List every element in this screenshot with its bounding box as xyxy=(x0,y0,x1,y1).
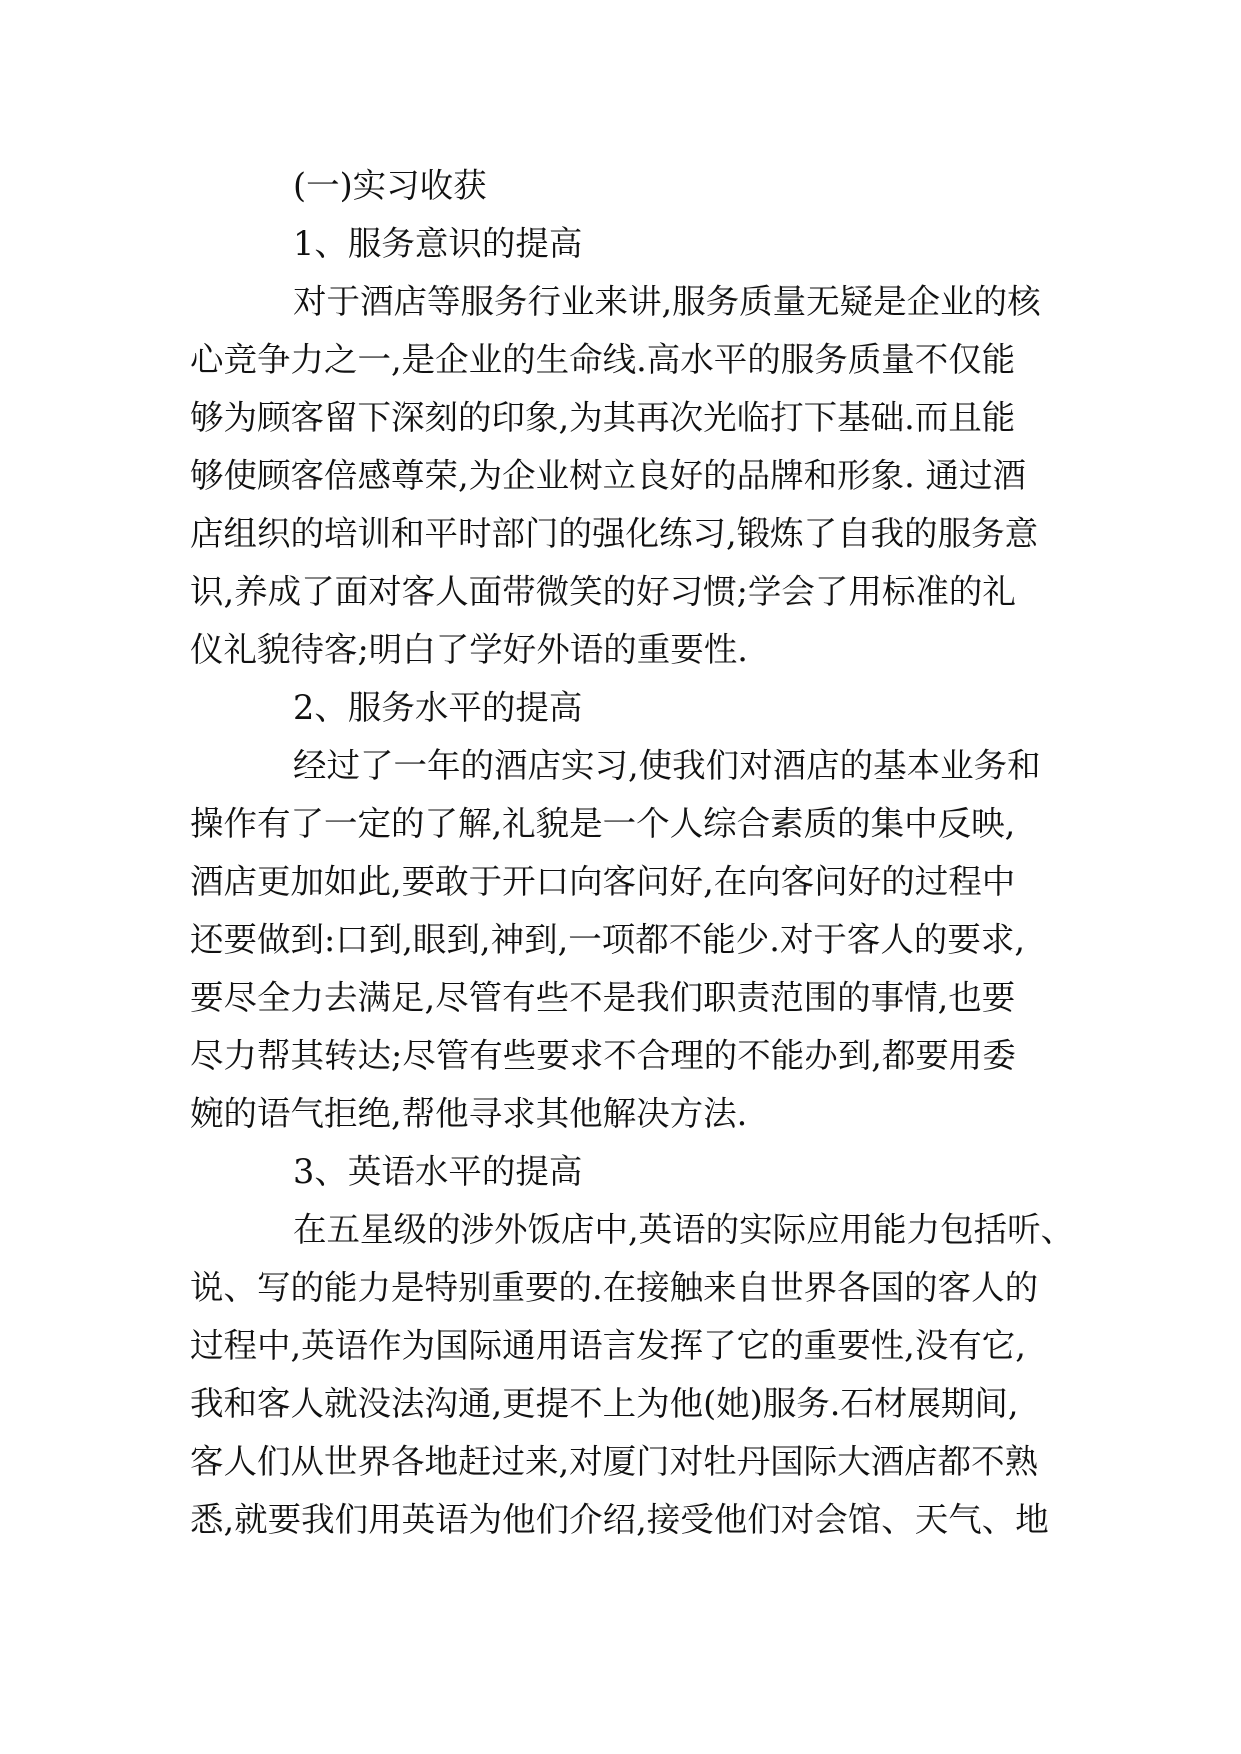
paragraph-line: 客人们从世界各地赶过来,对厦门对牡丹国际大酒店都不熟 xyxy=(190,1442,1039,1481)
paragraph-line: 店组织的培训和平时部门的强化练习,锻炼了自我的服务意 xyxy=(190,514,1039,553)
paragraph-line: 我和客人就没法沟通,更提不上为他(她)服务.石材展期间, xyxy=(190,1384,1019,1423)
paragraph-line: 悉,就要我们用英语为他们介绍,接受他们对会馆、天气、地 xyxy=(190,1500,1049,1539)
paragraph-line: 要尽全力去满足,尽管有些不是我们职责范围的事情,也要 xyxy=(190,978,1016,1017)
paragraph-first-line: 经过了一年的酒店实习,使我们对酒店的基本业务和 xyxy=(293,746,1041,785)
paragraph-line: 操作有了一定的了解,礼貌是一个人综合素质的集中反映, xyxy=(190,804,1016,843)
document-body xyxy=(190,157,1075,1549)
paragraph-line: 心竞争力之一,是企业的生命线.高水平的服务质量不仅能 xyxy=(190,340,1016,379)
paragraph-line: 仪礼貌待客;明白了学好外语的重要性. xyxy=(190,630,748,669)
paragraph-line: 说、写的能力是特别重要的.在接触来自世界各国的客人的 xyxy=(190,1268,1039,1307)
paragraph-first-line: 在五星级的涉外饭店中,英语的实际应用能力包括听、 xyxy=(293,1210,1075,1249)
paragraph-line: 过程中,英语作为国际通用语言发挥了它的重要性,没有它, xyxy=(190,1326,1026,1365)
paragraph-line: 还要做到:口到,眼到,神到,一项都不能少.对于客人的要求, xyxy=(190,920,1026,959)
paragraph-first-line: 2、服务水平的提高 xyxy=(293,688,583,727)
paragraph-line: 婉的语气拒绝,帮他寻求其他解决方法. xyxy=(190,1094,748,1133)
paragraph-first-line: 3、英语水平的提高 xyxy=(293,1152,583,1191)
paragraph-line: 酒店更加如此,要敢于开口向客问好,在向客问好的过程中 xyxy=(190,862,1016,901)
paragraph-first-line: 1、服务意识的提高 xyxy=(293,224,583,263)
paragraph-line: 够使顾客倍感尊荣,为企业树立良好的品牌和形象. 通过酒 xyxy=(190,456,1026,495)
paragraph-first-line: 对于酒店等服务行业来讲,服务质量无疑是企业的核 xyxy=(293,282,1041,321)
paragraph-line: 识,养成了面对客人面带微笑的好习惯;学会了用标准的礼 xyxy=(190,572,1016,611)
paragraph-line: 够为顾客留下深刻的印象,为其再次光临打下基础.而且能 xyxy=(190,398,1016,437)
paragraph-line: 尽力帮其转达;尽管有些要求不合理的不能办到,都要用委 xyxy=(190,1036,1016,1075)
paragraph-first-line: (一)实习收获 xyxy=(293,166,487,205)
